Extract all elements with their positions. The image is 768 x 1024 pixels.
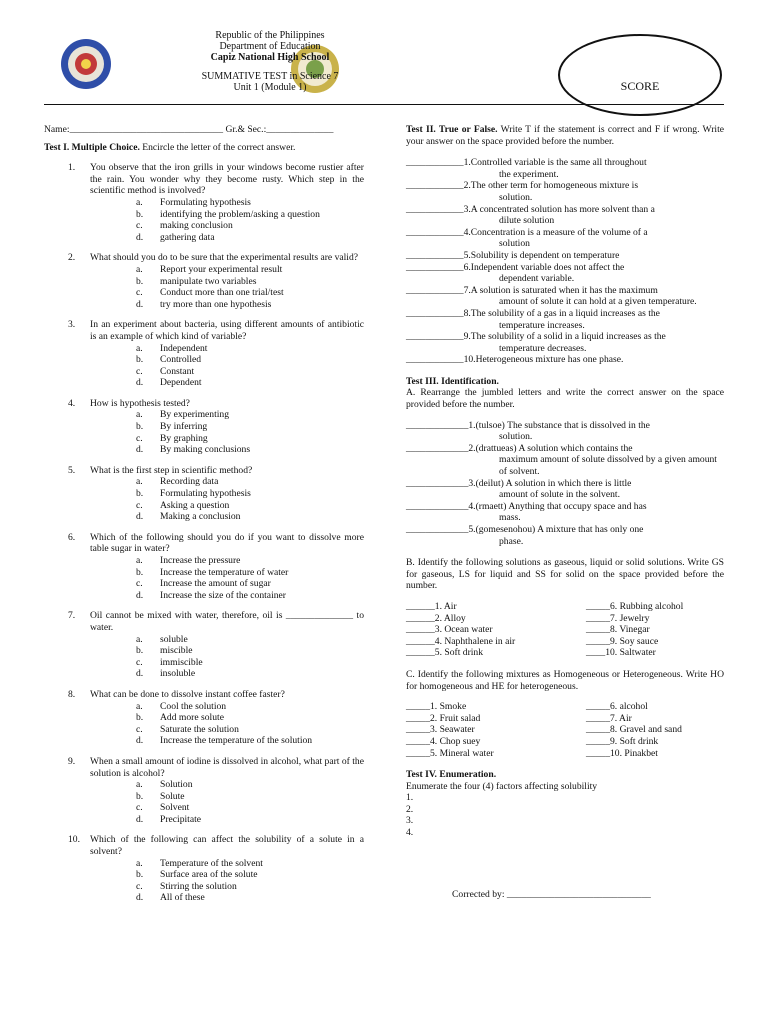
choice-letter: b.	[136, 645, 144, 657]
choice-text: Formulating hypothesis	[160, 196, 251, 208]
choice-text: Controlled	[160, 354, 202, 366]
choice-option[interactable]	[90, 701, 364, 713]
choice-letter: d.	[136, 668, 144, 680]
answer-blank[interactable]: ____________5.	[406, 249, 471, 261]
choice-text: By graphing	[160, 432, 208, 444]
choice-option[interactable]	[90, 779, 364, 791]
choice-option[interactable]	[90, 500, 364, 512]
true-false-item	[406, 157, 724, 169]
name-line[interactable]: Name:________________________________ Gr.& Sec.:______________	[44, 124, 334, 135]
question-number: 2.	[68, 252, 76, 264]
mixture-item[interactable]: _____8. Gravel and sand	[586, 724, 682, 736]
answer-blank[interactable]: ____________3.	[406, 203, 471, 215]
choice-option[interactable]	[90, 634, 364, 646]
corrected-by-line: Corrected by: ______________________________	[452, 888, 651, 900]
answer-blank[interactable]: _____________2.	[406, 442, 476, 454]
statement-text: The other term for homogeneous mixture is	[470, 180, 639, 192]
true-false-item	[406, 308, 724, 320]
solution-item[interactable]: _____7. Jewelry	[586, 612, 650, 624]
choice-option[interactable]	[90, 724, 364, 736]
question-item	[44, 689, 364, 747]
answer-blank[interactable]: ____________2.	[406, 180, 471, 192]
statement-text: Controlled variable is the same all throughout	[470, 157, 647, 169]
choice-text: Increase the temperature of water	[160, 566, 289, 578]
choice-letter: d.	[136, 892, 144, 904]
header-divider	[44, 104, 724, 105]
choice-option[interactable]	[90, 421, 364, 433]
choice-text: Asking a question	[160, 499, 230, 511]
choice-text: miscible	[160, 645, 193, 657]
choice-text: Increase the temperature of the solution	[160, 735, 313, 747]
choice-text: By experimenting	[160, 409, 230, 421]
choice-option[interactable]	[90, 668, 364, 680]
question-text: You observe that the iron grills in your windows become rustier after the rain. You wonder why they become rusty. Which step in the scientific method is involved?	[90, 162, 364, 197]
choice-letter: b.	[136, 790, 144, 802]
choice-letter: c.	[136, 723, 143, 735]
choice-option[interactable]	[90, 220, 364, 232]
enumeration-list	[406, 792, 724, 838]
choice-text: identifying the problem/asking a question	[160, 208, 320, 220]
question-item	[44, 610, 364, 680]
statement-text: The solubility of a gas in a liquid increases as the	[470, 307, 660, 319]
solution-item[interactable]: ______3. Ocean water	[406, 624, 493, 636]
choice-text: Recording data	[160, 476, 219, 488]
answer-blank[interactable]: ____________1.	[406, 157, 471, 169]
mixture-item[interactable]: _____6. alcohol	[586, 701, 648, 713]
choice-text: Saturate the solution	[160, 723, 239, 735]
choice-letter: c.	[136, 365, 143, 377]
choice-text: Dependent	[160, 377, 202, 389]
choice-letter: c.	[136, 578, 143, 590]
test2-title: Test II. True or False.	[406, 124, 498, 135]
question-item	[44, 162, 364, 243]
choice-letter: a.	[136, 476, 143, 488]
question-item	[44, 834, 364, 904]
part-b-items	[406, 601, 724, 659]
clue-text: (drattueas) A solution which contains the	[475, 442, 633, 454]
question-item	[44, 465, 364, 523]
left-column	[44, 124, 364, 904]
choice-text: Solution	[160, 779, 193, 791]
answer-blank[interactable]: ____________10.	[406, 354, 476, 366]
identification-item	[406, 478, 724, 490]
question-text: When a small amount of iodine is dissolved in alcohol, what part of the solution is alcohol?	[90, 755, 364, 779]
header-line-test-title: SUMMATIVE TEST in Science 7	[201, 71, 339, 82]
choice-text: Add more solute	[160, 712, 224, 724]
statement-continuation: dilute solution	[499, 215, 555, 227]
choice-option[interactable]	[90, 354, 364, 366]
choice-text: gathering data	[160, 231, 215, 243]
choice-option[interactable]	[90, 881, 364, 893]
clue-continuation: mass.	[499, 512, 521, 524]
choice-letter: d.	[136, 298, 144, 310]
choice-option[interactable]	[90, 814, 364, 826]
choice-letter: c.	[136, 802, 143, 814]
identification-item	[406, 524, 724, 536]
choice-text: By making conclusions	[160, 444, 251, 456]
choice-option[interactable]	[90, 858, 364, 870]
enumeration-line[interactable]: 1.	[406, 792, 414, 804]
choice-letter: a.	[136, 409, 143, 421]
statement-text: A concentrated solution has more solvent than a	[470, 203, 655, 215]
solution-item[interactable]: ______1. Air	[406, 600, 457, 612]
mixture-item[interactable]: _____5. Mineral water	[406, 747, 494, 759]
test3-part-c-instruction: C. Identify the following mixtures as Homogeneous or Heterogeneous. Write HO for homogeneous and HE for heterogeneous.	[406, 668, 724, 692]
mixture-item[interactable]: _____3. Seawater	[406, 724, 475, 736]
choice-text: Conduct more than one trial/test	[160, 287, 284, 299]
choice-text: Stirring the solution	[160, 880, 237, 892]
clue-text: (gomesenohou) A mixture that has only one	[475, 524, 644, 535]
choice-letter: b.	[136, 275, 144, 287]
choice-text: try more than one hypothesis	[160, 298, 272, 310]
choice-option[interactable]	[90, 444, 364, 456]
solution-item[interactable]: ______4. Naphthalene in air	[406, 635, 516, 647]
choice-option[interactable]	[90, 869, 364, 881]
choice-text: making conclusion	[160, 220, 233, 232]
question-text: In an experiment about bacteria, using different amounts of antibiotic is an example of which kind of variable?	[90, 319, 364, 342]
choice-letter: c.	[136, 432, 143, 444]
choice-letter: c.	[136, 287, 143, 299]
question-text: Which of the following can affect the solubility of a solute in a solvent?	[90, 834, 364, 858]
true-false-item	[406, 285, 724, 297]
choice-letter: b.	[136, 488, 144, 500]
choice-letter: b.	[136, 712, 144, 724]
test4-title: Test IV. Enumeration.	[406, 769, 497, 781]
choice-option[interactable]	[90, 892, 364, 904]
mixture-item[interactable]: _____1. Smoke	[406, 701, 467, 713]
choice-text: Increase the amount of sugar	[160, 578, 271, 590]
statement-continuation: solution.	[499, 191, 533, 203]
answer-blank[interactable]: _____________1.	[406, 419, 476, 431]
header-line-republic: Republic of the Philippines	[215, 30, 325, 41]
question-number: 9.	[68, 755, 76, 767]
choice-text: Making a conclusion	[160, 511, 241, 523]
choice-letter: d.	[136, 444, 144, 456]
question-number: 4.	[68, 397, 76, 409]
answer-blank[interactable]: ____________9.	[406, 331, 471, 343]
statement-text: Solubility is dependent on temperature	[470, 249, 620, 261]
identification-item	[406, 443, 724, 455]
test3-part-a-instruction: A. Rearrange the jumbled letters and write the correct answer on the space provided before the number.	[406, 387, 724, 411]
choice-letter: c.	[136, 499, 143, 511]
test1-instruction: Encircle the letter of the correct answer.	[139, 141, 296, 153]
choice-letter: d.	[136, 511, 144, 523]
choice-option[interactable]	[90, 343, 364, 355]
choice-letter: d.	[136, 735, 144, 747]
choice-letter: d.	[136, 589, 144, 601]
choice-option[interactable]	[90, 488, 364, 500]
question-text: What can be done to dissolve instant coffee faster?	[90, 688, 285, 700]
statement-text: Independent variable does not affect the	[470, 261, 625, 273]
choice-text: manipulate two variables	[160, 275, 257, 287]
question-item	[44, 319, 364, 389]
statement-text: A solution is saturated when it has the maximum	[470, 284, 658, 296]
choice-option[interactable]	[90, 712, 364, 724]
test3-title: Test III. Identification.	[406, 375, 499, 387]
question-item	[44, 252, 364, 310]
statement-continuation: temperature increases.	[499, 319, 585, 331]
choice-letter: a.	[136, 779, 143, 791]
answer-blank[interactable]: _____________5.	[406, 524, 476, 535]
choice-option[interactable]	[90, 287, 364, 299]
answer-blank[interactable]: ____________7.	[406, 284, 471, 296]
choice-option[interactable]	[90, 802, 364, 814]
choice-text: Report your experimental result	[160, 263, 283, 275]
answer-blank[interactable]: _____________4.	[406, 500, 476, 512]
mixture-item[interactable]: _____9. Soft drink	[586, 735, 659, 747]
question-number: 1.	[68, 162, 76, 174]
clue-continuation: maximum amount of solute dissolved by a given amount of solvent.	[499, 454, 717, 478]
mixture-item[interactable]: _____4. Chop suey	[406, 735, 481, 747]
identification-item	[406, 420, 724, 432]
question-item	[44, 756, 364, 826]
mixture-item[interactable]: _____10. Pinakbet	[586, 747, 658, 759]
choice-text: By inferring	[160, 421, 208, 433]
choice-option[interactable]	[90, 555, 364, 567]
true-false-item	[406, 250, 724, 262]
choice-text: soluble	[160, 633, 188, 645]
test3-part-b-instruction: B. Identify the following solutions as gaseous, liquid or solid solutions. Write GS for gaseous, LS for liquid and SS for solid on the space provided before the number.	[406, 557, 724, 592]
choice-letter: a.	[136, 342, 143, 354]
solution-item[interactable]: _____9. Soy sauce	[586, 635, 659, 647]
question-number: 6.	[68, 531, 76, 543]
test1-heading	[44, 142, 364, 154]
statement-text: Concentration is a measure of the volume of a	[470, 226, 648, 238]
test1-title: Test I. Multiple Choice.	[44, 141, 140, 153]
choice-option[interactable]	[90, 366, 364, 378]
choice-option[interactable]	[90, 476, 364, 488]
mixture-item[interactable]: _____2. Fruit salad	[406, 712, 481, 724]
enumeration-line[interactable]: 4.	[406, 827, 414, 839]
choice-option[interactable]	[90, 299, 364, 311]
mixture-item[interactable]: _____7. Air	[586, 712, 632, 724]
choice-text: All of these	[160, 892, 205, 904]
choice-text: Solvent	[160, 802, 190, 814]
question-text: How is hypothesis tested?	[90, 397, 190, 409]
choice-option[interactable]	[90, 511, 364, 523]
document-header	[0, 30, 540, 93]
choice-option[interactable]	[90, 232, 364, 244]
choice-letter: b.	[136, 869, 144, 881]
choice-letter: b.	[136, 354, 144, 366]
choice-text: insoluble	[160, 668, 196, 680]
statement-continuation: amount of solute it can hold at a given temperature.	[499, 296, 697, 308]
choice-text: Temperature of the solvent	[160, 857, 263, 869]
choice-option[interactable]	[90, 209, 364, 221]
enumeration-line[interactable]: 2.	[406, 803, 414, 815]
choice-option[interactable]	[90, 377, 364, 389]
choice-letter: a.	[136, 857, 143, 869]
choice-letter: c.	[136, 220, 143, 232]
choice-letter: a.	[136, 633, 143, 645]
score-label: SCORE	[620, 78, 660, 93]
test4-instruction: Enumerate the four (4) factors affecting solubility	[406, 780, 598, 792]
answer-blank[interactable]: ____________4.	[406, 226, 471, 238]
header-line-deped: Department of Education	[219, 41, 321, 52]
choice-text: Increase the size of the container	[160, 589, 286, 601]
choice-letter: a.	[136, 196, 143, 208]
choice-text: Precipitate	[160, 813, 202, 825]
choice-text: Constant	[160, 365, 195, 377]
solution-item[interactable]: ____10. Saltwater	[586, 647, 656, 659]
true-false-item	[406, 331, 724, 343]
choice-option[interactable]	[90, 264, 364, 276]
choice-option[interactable]	[90, 433, 364, 445]
statement-continuation: the experiment.	[499, 168, 559, 180]
choice-text: Formulating hypothesis	[160, 488, 251, 500]
question-item	[44, 532, 364, 602]
choice-letter: a.	[136, 700, 143, 712]
solution-item[interactable]: _____6. Rubbing alcohol	[586, 600, 684, 612]
question-text: What should you do to be sure that the experimental results are valid?	[90, 252, 359, 264]
choice-option[interactable]	[90, 657, 364, 669]
choice-option[interactable]	[90, 735, 364, 747]
clue-text: (tulsoe) The substance that is dissolved in the	[475, 419, 650, 431]
identification-item	[406, 501, 724, 513]
choice-letter: c.	[136, 880, 143, 892]
solution-item[interactable]: _____8. Vinegar	[586, 624, 650, 636]
header-line-unit: Unit 1 (Module 1)	[233, 82, 307, 93]
true-false-item	[406, 354, 724, 366]
question-number: 8.	[68, 688, 76, 700]
question-number: 10.	[68, 834, 80, 846]
identification-list	[406, 420, 724, 548]
test2-instruction: Write T if the statement is correct and F if wrong. Write your answer on the space provided before the number.	[406, 124, 724, 147]
choice-letter: b.	[136, 208, 144, 220]
choice-option[interactable]	[90, 645, 364, 657]
header-line-school: Capiz National High School	[210, 52, 330, 63]
question-number: 7.	[68, 610, 76, 622]
answer-blank[interactable]: ____________6.	[406, 261, 471, 273]
clue-continuation: solution.	[499, 431, 533, 443]
statement-continuation: temperature decreases.	[499, 342, 587, 354]
true-false-item	[406, 204, 724, 216]
choice-letter: b.	[136, 421, 144, 433]
choice-option[interactable]	[90, 197, 364, 209]
choice-option[interactable]	[90, 409, 364, 421]
choice-letter: d.	[136, 377, 144, 389]
true-false-item	[406, 227, 724, 239]
question-text: Which of the following should you do if you want to dissolve more table sugar in water?	[90, 531, 364, 555]
choice-text: Independent	[160, 342, 208, 354]
true-false-list	[406, 157, 724, 366]
solution-item[interactable]: ______5. Soft drink	[406, 647, 484, 659]
enumeration-line[interactable]: 3.	[406, 815, 414, 827]
choice-option[interactable]	[90, 791, 364, 803]
solution-item[interactable]: ______2. Alloy	[406, 612, 466, 624]
question-item	[44, 398, 364, 456]
true-false-item	[406, 180, 724, 192]
answer-blank[interactable]: _____________3.	[406, 477, 476, 489]
clue-text: (deilut) A solution in which there is little	[475, 477, 632, 489]
choice-text: immiscible	[160, 656, 203, 668]
question-number: 5.	[68, 464, 76, 476]
question-number: 3.	[68, 319, 76, 331]
choice-option[interactable]	[90, 578, 364, 590]
answer-blank[interactable]: ____________8.	[406, 307, 471, 319]
test2-heading	[406, 124, 724, 147]
choice-option[interactable]	[90, 590, 364, 602]
multiple-choice-list	[44, 162, 364, 904]
choice-letter: d.	[136, 231, 144, 243]
choice-letter: b.	[136, 566, 144, 578]
choice-text: Surface area of the solute	[160, 869, 258, 881]
statement-continuation: dependent variable.	[499, 273, 575, 285]
choice-option[interactable]	[90, 276, 364, 288]
choice-text: Cool the solution	[160, 700, 227, 712]
choice-letter: d.	[136, 813, 144, 825]
choice-text: Solute	[160, 790, 185, 802]
question-text: Oil cannot be mixed with water, therefore, oil is ______________ to water.	[90, 610, 364, 633]
statement-continuation: solution	[499, 238, 530, 250]
clue-text: (rmaett) Anything that occupy space and has	[475, 500, 647, 512]
choice-letter: c.	[136, 656, 143, 668]
clue-continuation: amount of solute in the solvent.	[499, 489, 620, 501]
true-false-item	[406, 262, 724, 274]
right-column	[406, 124, 724, 900]
choice-text: Increase the pressure	[160, 555, 241, 566]
statement-text: The solubility of a solid in a liquid increases as the	[470, 331, 666, 343]
choice-letter: a.	[136, 555, 143, 566]
part-c-items	[406, 701, 724, 759]
question-text: What is the first step in scientific method?	[90, 464, 253, 476]
choice-option[interactable]	[90, 567, 364, 579]
clue-continuation: phase.	[499, 535, 524, 547]
statement-text: Heterogeneous mixture has one phase.	[475, 354, 624, 366]
choice-letter: a.	[136, 263, 143, 275]
